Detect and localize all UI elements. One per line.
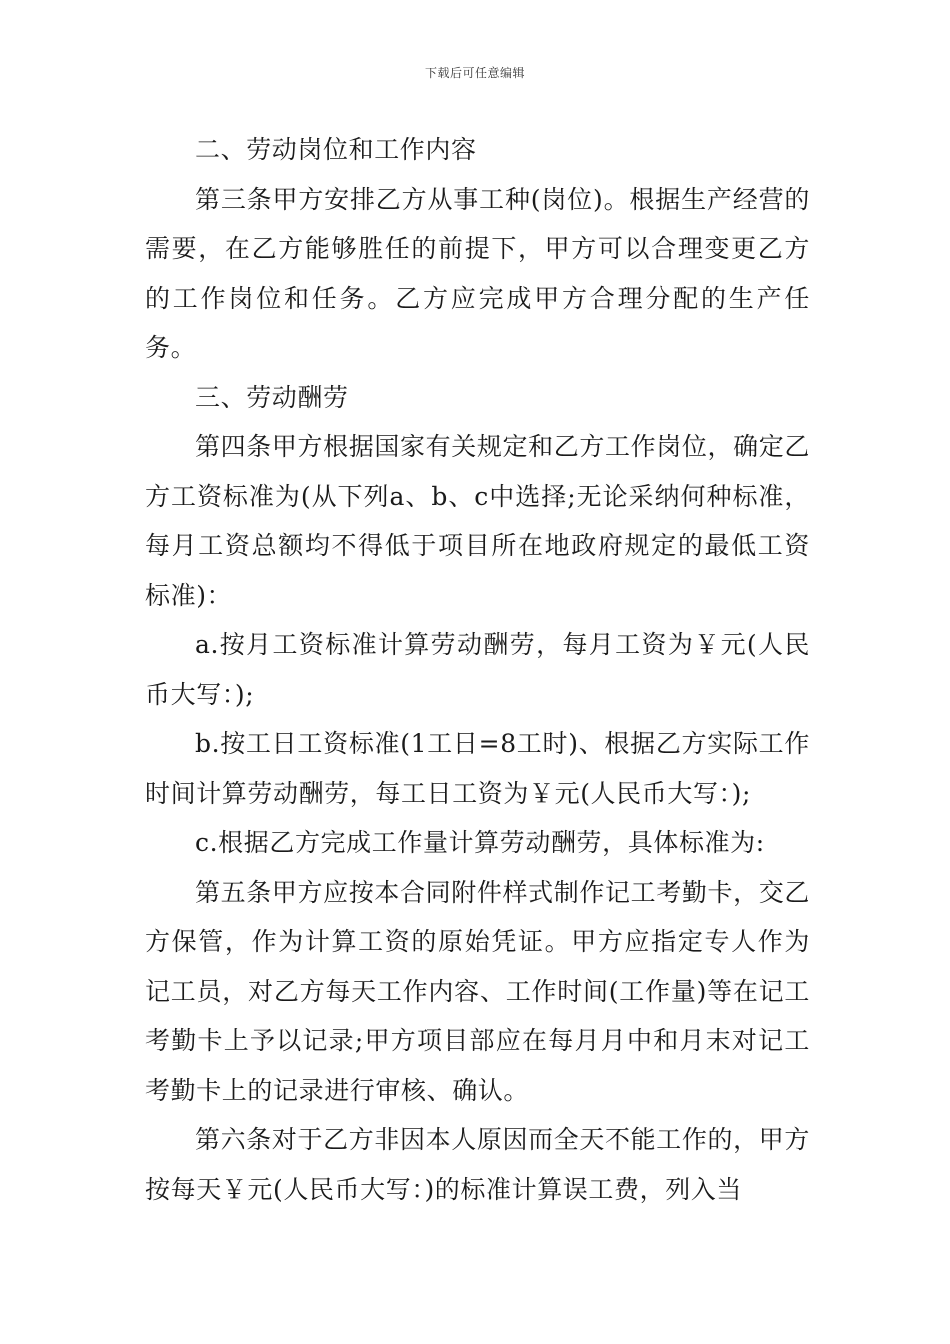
option-a-paragraph: a.按月工资标准计算劳动酬劳，每月工资为￥元(人民币大写：); [145,630,810,709]
section-heading-3: 三、劳动酬劳 [195,382,349,412]
article-3-paragraph: 第三条甲方安排乙方从事工种(岗位)。根据生产经营的需要，在乙方能够胜任的前提下，甲方可以合理变更乙方的工作岗位和任务。乙方应完成甲方合理分配的生产任务。 [145,184,810,362]
document-body [145,125,810,1214]
page-header: 下载后可任意编辑 [424,66,525,80]
option-b-paragraph: b.按工日工资标准(1工日=8工时)、根据乙方实际工作时间计算劳动酬劳，每工日工资为￥元(人民币大写：); [145,729,810,808]
article-4-paragraph: 第四条甲方根据国家有关规定和乙方工作岗位，确定乙方工资标准为(从下列a、b、c中选择;无论采纳何种标准，每月工资总额均不得低于项目所在地政府规定的最低工资标准)： [145,432,810,610]
option-c-paragraph: c.根据乙方完成工作量计算劳动酬劳，具体标准为: [195,828,765,857]
section-heading-2: 二、劳动岗位和工作内容 [195,135,477,164]
article-5-paragraph: 第五条甲方应按本合同附件样式制作记工考勤卡，交乙方保管，作为计算工资的原始凭证。甲方应指定专人作为记工员，对乙方每天工作内容、工作时间(工作量)等在记工考勤卡上予以记录;甲方项目部应在每月月中和月末对记工考勤卡上的记录进行审核、确认。 [145,877,810,1105]
article-6-paragraph: 第六条对于乙方非因本人原因而全天不能工作的，甲方按每天￥元(人民币大写：)的标准计算误工费，列入当 [145,1125,810,1204]
